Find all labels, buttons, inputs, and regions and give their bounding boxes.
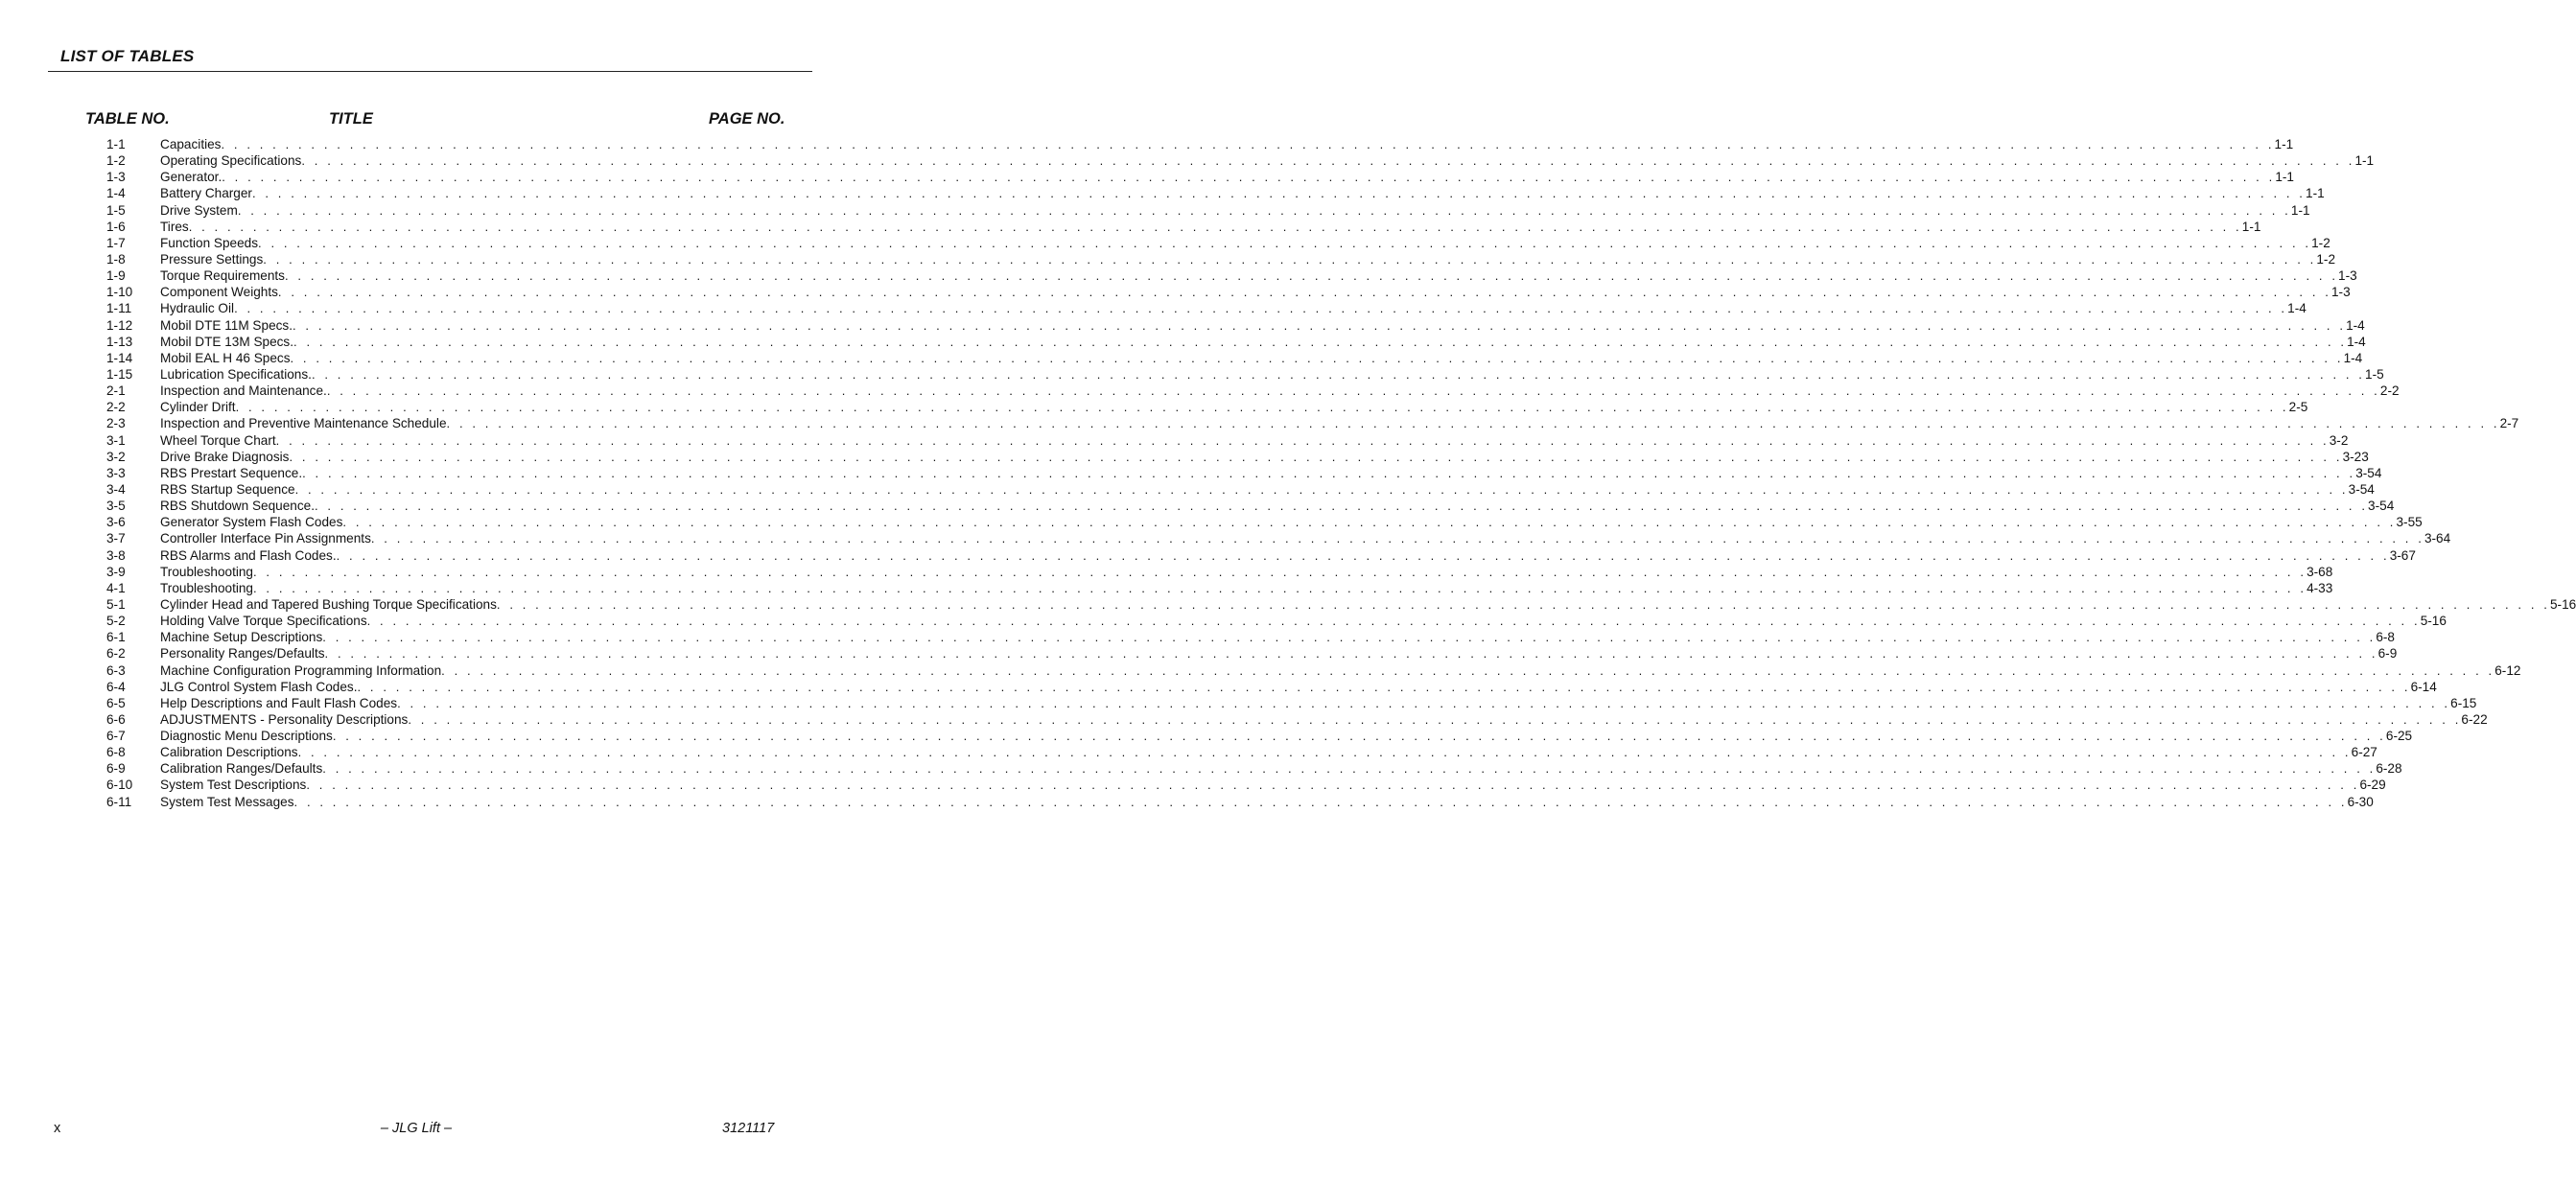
toc-row[interactable] (106, 514, 2423, 530)
toc-dot-leader: . . . . . . . . . . . . . . . . . . . . . . . . . . . . . . . . . . . . . . . . . . . . . . . . . . . . . . . . . . . . . . . . . . . . . . . . . . . . . . . . . . . . . . . . . . . . . . . . . . . . . . . . . . . . . . . . . . . . . . . . . . . . . . . . . . . . . . . . . . . . . . . . . . . . . . . . . . . . . . . . (252, 580, 2307, 595)
toc-entry-body (160, 777, 2386, 793)
column-header-table-no: TABLE NO. (85, 110, 170, 128)
toc-dot-leader: . . . . . . . . . . . . . . . . . . . . . . . . . . . . . . . . . . . . . . . . . . . . . . . . . . . . . . . . . . . . . . . . . . . . . . . . . . . . . . . . . . . . . . . . . . . . . . . . . . . . . . . . . . . . . . . . . . . . . . . . . . . . . . . . . . . . . . . . . . . . . . . . . . . . . . . . . . . . . . . . (408, 711, 2462, 727)
toc-table-number: 1-3 (106, 170, 126, 185)
toc-entry-body (160, 284, 2351, 300)
toc-table-number: 1-8 (106, 251, 126, 267)
toc-page-number: 6-25 (2385, 729, 2413, 744)
toc-row[interactable] (106, 219, 2261, 235)
toc-title: System Test Descriptions (160, 778, 307, 793)
toc-dot-leader: . . . . . . . . . . . . . . . . . . . . . . . . . . . . . . . . . . . . . . . . . . . . . . . . . . . . . . . . . . . . . . . . . . . . . . . . . . . . . . . . . . . . . . . . . . . . . . . . . . . . . . . . . . . . . . . . . . . . . . . . . . . . . . . . . . . . . . . . . . . . . . . . . . . . . . . . . . . . . . . . (221, 137, 2275, 151)
toc-title: Calibration Descriptions (160, 745, 298, 760)
toc-row[interactable] (106, 366, 2384, 383)
toc-page-number: 3-23 (2342, 449, 2369, 464)
toc-page-number: 6-27 (2351, 745, 2377, 760)
toc-dot-leader: . . . . . . . . . . . . . . . . . . . . . . . . . . . . . . . . . . . . . . . . . . . . . . . . . . . . . . . . . . . . . . . . . . . . . . . . . . . . . . . . . . . . . . . . . . . . . . . . . . . . . . . . . . . . . . . . . . . . . . . . . . . . . . . . . . . . . . . . . . . . . . . . . . . . . . . . . . . . . . . . (446, 416, 2500, 431)
toc-entry-body (160, 300, 2307, 316)
toc-dot-leader: . . . . . . . . . . . . . . . . . . . . . . . . . . . . . . . . . . . . . . . . . . . . . . . . . . . . . . . . . . . . . . . . . . . . . . . . . . . . . . . . . . . . . . . . . . . . . . . . . . . . . . . . . . . . . . . . . . . . . . . . . . . . . . . . . . . . . . . . . . . . . . . . . . . . . . . . . . . . . . . . (366, 614, 2421, 629)
toc-entry-body (160, 449, 2369, 465)
toc-table-number: 6-3 (106, 662, 126, 678)
toc-dot-leader: . . . . . . . . . . . . . . . . . . . . . . . . . . . . . . . . . . . . . . . . . . . . . . . . . . . . . . . . . . . . . . . . . . . . . . . . . . . . . . . . . . . . . . . . . . . . . . . . . . . . . . . . . . . . . . . . . . . . . . . . . . . . . . . . . . . . . . . . . . . . . . . . . . . . . . . . . . . . . . . . (441, 662, 2495, 678)
toc-table-number: 3-3 (106, 465, 126, 480)
toc-title: Component Weights (160, 285, 278, 300)
toc-title: Torque Requirements (160, 268, 285, 284)
toc-title: JLG Control System Flash Codes. (160, 679, 358, 694)
toc-title: Pressure Settings (160, 251, 264, 267)
toc-table-number: 6-6 (106, 711, 126, 727)
toc-entry-body (160, 136, 2294, 152)
toc-row[interactable] (106, 449, 2369, 465)
toc-dot-leader: . . . . . . . . . . . . . . . . . . . . . . . . . . . . . . . . . . . . . . . . . . . . . . . . . . . . . . . . . . . . . . . . . . . . . . . . . . . . . . . . . . . . . . . . . . . . . . . . . . . . . . . . . . . . . . . . . . . . . . . . . . . . . . . . . . . . . . . . . . . . . . . . . . . . . . . . . . . . . . . . (234, 301, 2288, 316)
toc-entry-body (160, 350, 2363, 366)
toc-entry-body (160, 152, 2375, 169)
toc-page-number: 6-12 (2494, 662, 2521, 678)
toc-page-number: 1-4 (2287, 301, 2307, 316)
toc-row[interactable] (106, 728, 2413, 744)
header-rule (48, 71, 812, 72)
toc-table-number: 3-2 (106, 449, 126, 464)
toc-title: Inspection and Preventive Maintenance Schedule (160, 416, 447, 431)
toc-dot-leader: . . . . . . . . . . . . . . . . . . . . . . . . . . . . . . . . . . . . . . . . . . . . . . . . . . . . . . . . . . . . . . . . . . . . . . . . . . . . . . . . . . . . . . . . . . . . . . . . . . . . . . . . . . . . . . . . . . . . . . . . . . . . . . . . . . . . . . . . . . . . . . . . . . . . . . . . . . . . . . . . (258, 235, 2312, 250)
toc-page-number: 3-55 (2396, 515, 2423, 530)
toc-page-number: 2-5 (2288, 400, 2308, 415)
toc-table-number: 6-2 (106, 646, 126, 662)
toc-entry-body (160, 728, 2413, 744)
toc-dot-leader: . . . . . . . . . . . . . . . . . . . . . . . . . . . . . . . . . . . . . . . . . . . . . . . . . . . . . . . . . . . . . . . . . . . . . . . . . . . . . . . . . . . . . . . . . . . . . . . . . . . . . . . . . . . . . . . . . . . . . . . . . . . . . . . . . . . . . . . . . . . . . . . . . . . . . . . . . . . . . . . . (293, 334, 2348, 349)
toc-title: Controller Interface Pin Assignments (160, 531, 371, 546)
toc-table-number: 3-1 (106, 432, 126, 448)
toc-table-number: 3-6 (106, 515, 126, 530)
toc-dot-leader: . . . . . . . . . . . . . . . . . . . . . . . . . . . . . . . . . . . . . . . . . . . . . . . . . . . . . . . . . . . . . . . . . . . . . . . . . . . . . . . . . . . . . . . . . . . . . . . . . . . . . . . . . . . . . . . . . . . . . . . . . . . . . . . . . . . . . . . . . . . . . . . . . . . . . . . . . . . . . . . . (314, 499, 2369, 514)
toc-entry-body (160, 185, 2325, 201)
toc-page-number: 2-7 (2499, 416, 2519, 431)
toc-title: Holding Valve Torque Specifications (160, 614, 367, 629)
toc-page-number: 1-2 (2316, 251, 2336, 267)
toc-dot-leader: . . . . . . . . . . . . . . . . . . . . . . . . . . . . . . . . . . . . . . . . . . . . . . . . . . . . . . . . . . . . . . . . . . . . . . . . . . . . . . . . . . . . . . . . . . . . . . . . . . . . . . . . . . . . . . . . . . . . . . . . . . . . . . . . . . . . . . . . . . . . . . . . . . . . . . . . . . . . . . . . (277, 285, 2331, 300)
toc-entry-body (160, 498, 2395, 514)
toc-table-number: 3-7 (106, 531, 126, 546)
toc-row[interactable] (106, 794, 2374, 810)
toc-dot-leader: . . . . . . . . . . . . . . . . . . . . . . . . . . . . . . . . . . . . . . . . . . . . . . . . . . . . . . . . . . . . . . . . . . . . . . . . . . . . . . . . . . . . . . . . . . . . . . . . . . . . . . . . . . . . . . . . . . . . . . . . . . . . . . . . . . . . . . . . . . . . . . . . . . . . . . . . . . . . . . . . (357, 679, 2411, 694)
toc-entry-body (160, 547, 2416, 564)
toc-entry-body (160, 415, 2519, 431)
toc-page-number: 5-16 (2420, 614, 2447, 629)
toc-row[interactable] (106, 383, 2400, 399)
toc-row[interactable] (106, 432, 2349, 449)
toc-table-number: 2-3 (106, 416, 126, 431)
toc-title: Machine Setup Descriptions (160, 630, 323, 645)
toc-table-number: 1-7 (106, 235, 126, 250)
toc-dot-leader: . . . . . . . . . . . . . . . . . . . . . . . . . . . . . . . . . . . . . . . . . . . . . . . . . . . . . . . . . . . . . . . . . . . . . . . . . . . . . . . . . . . . . . . . . . . . . . . . . . . . . . . . . . . . . . . . . . . . . . . . . . . . . . . . . . . . . . . . . . . . . . . . . . . . . . . . . . . . . . . . (275, 432, 2330, 448)
toc-entry-body (160, 481, 2375, 498)
toc-table-number: 1-6 (106, 219, 126, 234)
toc-title: RBS Shutdown Sequence. (160, 499, 315, 514)
toc-row[interactable] (106, 235, 2330, 251)
toc-title: Mobil DTE 13M Specs. (160, 334, 294, 349)
toc-table-number: 4-1 (106, 580, 126, 595)
toc-page-number: 1-4 (2347, 334, 2366, 349)
toc-title: Cylinder Head and Tapered Bushing Torque Specifications (160, 596, 497, 612)
toc-page-number: 6-29 (2359, 778, 2386, 793)
table-of-contents-list (106, 136, 2576, 810)
toc-title: Troubleshooting (160, 564, 253, 579)
toc-table-number: 3-4 (106, 481, 126, 497)
toc-dot-leader: . . . . . . . . . . . . . . . . . . . . . . . . . . . . . . . . . . . . . . . . . . . . . . . . . . . . . . . . . . . . . . . . . . . . . . . . . . . . . . . . . . . . . . . . . . . . . . . . . . . . . . . . . . . . . . . . . . . . . . . . . . . . . . . . . . . . . . . . . . . . . . . . . . . . . . . . . . . . . . . . (332, 729, 2386, 744)
toc-dot-leader: . . . . . . . . . . . . . . . . . . . . . . . . . . . . . . . . . . . . . . . . . . . . . . . . . . . . . . . . . . . . . . . . . . . . . . . . . . . . . . . . . . . . . . . . . . . . . . . . . . . . . . . . . . . . . . . . . . . . . . . . . . . . . . . . . . . . . . . . . . . . . . . . . . . . . . . . . . . . . . . . (324, 646, 2378, 662)
toc-row[interactable] (106, 334, 2366, 350)
toc-table-number: 6-8 (106, 745, 126, 760)
toc-dot-leader: . . . . . . . . . . . . . . . . . . . . . . . . . . . . . . . . . . . . . . . . . . . . . . . . . . . . . . . . . . . . . . . . . . . . . . . . . . . . . . . . . . . . . . . . . . . . . . . . . . . . . . . . . . . . . . . . . . . . . . . . . . . . . . . . . . . . . . . . . . . . . . . . . . . . . . . . . . . . . . . . (237, 202, 2291, 218)
toc-entry-body (160, 219, 2261, 235)
toc-row[interactable] (106, 744, 2377, 760)
toc-title: Drive System (160, 202, 238, 218)
toc-page-number: 1-1 (2354, 153, 2375, 169)
toc-row[interactable] (106, 185, 2325, 201)
toc-row[interactable] (106, 350, 2363, 366)
toc-title: Generator. (160, 170, 222, 185)
toc-dot-leader: . . . . . . . . . . . . . . . . . . . . . . . . . . . . . . . . . . . . . . . . . . . . . . . . . . . . . . . . . . . . . . . . . . . . . . . . . . . . . . . . . . . . . . . . . . . . . . . . . . . . . . . . . . . . . . . . . . . . . . . . . . . . . . . . . . . . . . . . . . . . . . . . . . . . . . . . . . . . . . . . (290, 350, 2344, 365)
toc-page-number: 1-1 (2306, 186, 2325, 201)
toc-table-number: 5-1 (106, 596, 126, 612)
toc-title: Operating Specifications (160, 153, 302, 169)
toc-row[interactable] (106, 777, 2386, 793)
toc-page-number: 2-2 (2379, 383, 2400, 399)
toc-row[interactable] (106, 136, 2294, 152)
toc-dot-leader: . . . . . . . . . . . . . . . . . . . . . . . . . . . . . . . . . . . . . . . . . . . . . . . . . . . . . . . . . . . . . . . . . . . . . . . . . . . . . . . . . . . . . . . . . . . . . . . . . . . . . . . . . . . . . . . . . . . . . . . . . . . . . . . . . . . . . . . . . . . . . . . . . . . . . . . . . . . . . . . . (301, 153, 2355, 169)
toc-page-number: 3-54 (2348, 481, 2375, 497)
toc-title: System Test Messages (160, 794, 294, 809)
toc-page-number: 1-3 (2331, 285, 2351, 300)
footer-center-text: – JLG Lift – (380, 1121, 453, 1136)
toc-title: Help Descriptions and Fault Flash Codes (160, 695, 398, 710)
toc-dot-leader: . . . . . . . . . . . . . . . . . . . . . . . . . . . . . . . . . . . . . . . . . . . . . . . . . . . . . . . . . . . . . . . . . . . . . . . . . . . . . . . . . . . . . . . . . . . . . . . . . . . . . . . . . . . . . . . . . . . . . . . . . . . . . . . . . . . . . . . . . . . . . . . . . . . . . . . . . . . . . . . . (252, 564, 2307, 579)
toc-row[interactable] (106, 629, 2395, 645)
toc-row[interactable] (106, 613, 2447, 629)
toc-table-number: 6-7 (106, 729, 126, 744)
toc-dot-leader: . . . . . . . . . . . . . . . . . . . . . . . . . . . . . . . . . . . . . . . . . . . . . . . . . . . . . . . . . . . . . . . . . . . . . . . . . . . . . . . . . . . . . . . . . . . . . . . . . . . . . . . . . . . . . . . . . . . . . . . . . . . . . . . . . . . . . . . . . . . . . . . . . . . . . . . . . . . . . . . . (284, 268, 2339, 284)
toc-entry-body (160, 514, 2423, 530)
toc-title: Drive Brake Diagnosis (160, 449, 290, 464)
toc-title: RBS Alarms and Flash Codes. (160, 547, 337, 563)
toc-dot-leader: . . . . . . . . . . . . . . . . . . . . . . . . . . . . . . . . . . . . . . . . . . . . . . . . . . . . . . . . . . . . . . . . . . . . . . . . . . . . . . . . . . . . . . . . . . . . . . . . . . . . . . . . . . . . . . . . . . . . . . . . . . . . . . . . . . . . . . . . . . . . . . . . . . . . . . . . . . . . . . . . (188, 219, 2242, 234)
toc-row[interactable] (106, 481, 2375, 498)
toc-page-number: 3-54 (2355, 465, 2382, 480)
toc-title: Mobil EAL H 46 Specs (160, 350, 291, 365)
toc-page-number: 6-14 (2410, 679, 2437, 694)
toc-row[interactable] (106, 530, 2451, 546)
section-title: LIST OF TABLES (60, 47, 195, 65)
toc-table-number: 3-9 (106, 564, 126, 579)
toc-title: Battery Charger (160, 186, 252, 201)
toc-row[interactable] (106, 465, 2382, 481)
toc-page-number: 3-54 (2368, 499, 2395, 514)
toc-page-number: 5-16 (2549, 596, 2576, 612)
toc-table-number: 2-1 (106, 383, 126, 399)
toc-row[interactable] (106, 679, 2437, 695)
toc-entry-body (160, 596, 2576, 613)
toc-entry-body (160, 334, 2366, 350)
toc-row[interactable] (106, 645, 2398, 662)
toc-row[interactable] (106, 169, 2294, 185)
toc-page-number: 6-30 (2347, 794, 2374, 809)
toc-table-number: 1-5 (106, 202, 126, 218)
toc-dot-leader: . . . . . . . . . . . . . . . . . . . . . . . . . . . . . . . . . . . . . . . . . . . . . . . . . . . . . . . . . . . . . . . . . . . . . . . . . . . . . . . . . . . . . . . . . . . . . . . . . . . . . . . . . . . . . . . . . . . . . . . . . . . . . . . . . . . . . . . . . . . . . . . . . . . . . . . . . . . . . . . . (222, 170, 2276, 185)
toc-title: RBS Startup Sequence (160, 481, 295, 497)
toc-title: Capacities (160, 137, 222, 151)
toc-title: Inspection and Maintenance. (160, 383, 327, 399)
toc-row[interactable] (106, 399, 2308, 415)
toc-table-number: 2-2 (106, 400, 126, 415)
toc-dot-leader: . . . . . . . . . . . . . . . . . . . . . . . . . . . . . . . . . . . . . . . . . . . . . . . . . . . . . . . . . . . . . . . . . . . . . . . . . . . . . . . . . . . . . . . . . . . . . . . . . . . . . . . . . . . . . . . . . . . . . . . . . . . . . . . . . . . . . . . . . . . . . . . . . . . . . . . . . . . . . . . . (496, 596, 2550, 612)
toc-row[interactable] (106, 415, 2519, 431)
toc-title: Personality Ranges/Defaults (160, 646, 325, 662)
toc-entry-body (160, 251, 2336, 267)
toc-row[interactable] (106, 498, 2395, 514)
toc-dot-leader: . . . . . . . . . . . . . . . . . . . . . . . . . . . . . . . . . . . . . . . . . . . . . . . . . . . . . . . . . . . . . . . . . . . . . . . . . . . . . . . . . . . . . . . . . . . . . . . . . . . . . . . . . . . . . . . . . . . . . . . . . . . . . . . . . . . . . . . . . . . . . . . . . . . . . . . . . . . . . . . . (397, 695, 2451, 710)
toc-table-number: 3-5 (106, 499, 126, 514)
toc-table-number: 1-2 (106, 153, 126, 169)
toc-page-number: 1-3 (2338, 268, 2357, 284)
toc-title: Cylinder Drift (160, 400, 236, 415)
toc-title: ADJUSTMENTS - Personality Descriptions (160, 711, 409, 727)
toc-title: Calibration Ranges/Defaults (160, 761, 323, 777)
footer-doc-number: 3121117 (722, 1121, 775, 1136)
toc-entry-body (160, 564, 2333, 580)
toc-entry-body (160, 695, 2477, 711)
toc-entry-body (160, 530, 2451, 546)
toc-table-number: 1-11 (106, 301, 132, 316)
toc-dot-leader: . . . . . . . . . . . . . . . . . . . . . . . . . . . . . . . . . . . . . . . . . . . . . . . . . . . . . . . . . . . . . . . . . . . . . . . . . . . . . . . . . . . . . . . . . . . . . . . . . . . . . . . . . . . . . . . . . . . . . . . . . . . . . . . . . . . . . . . . . . . . . . . . . . . . . . . . . . . . . . . . (235, 400, 2289, 415)
toc-page-number: 3-2 (2329, 432, 2349, 448)
toc-row[interactable] (106, 564, 2333, 580)
toc-entry-body (160, 629, 2395, 645)
toc-table-number: 6-10 (106, 778, 133, 793)
toc-table-number: 1-13 (106, 334, 133, 349)
toc-table-number: 5-2 (106, 614, 126, 629)
toc-dot-leader: . . . . . . . . . . . . . . . . . . . . . . . . . . . . . . . . . . . . . . . . . . . . . . . . . . . . . . . . . . . . . . . . . . . . . . . . . . . . . . . . . . . . . . . . . . . . . . . . . . . . . . . . . . . . . . . . . . . . . . . . . . . . . . . . . . . . . . . . . . . . . . . . . . . . . . . . . . . . . . . . (311, 366, 2366, 382)
toc-page-number: 6-8 (2376, 630, 2395, 645)
toc-dot-leader: . . . . . . . . . . . . . . . . . . . . . . . . . . . . . . . . . . . . . . . . . . . . . . . . . . . . . . . . . . . . . . . . . . . . . . . . . . . . . . . . . . . . . . . . . . . . . . . . . . . . . . . . . . . . . . . . . . . . . . . . . . . . . . . . . . . . . . . . . . . . . . . . . . . . . . . . . . . . . . . . (342, 515, 2397, 530)
toc-entry-body (160, 465, 2382, 481)
toc-entry-body (160, 613, 2447, 629)
toc-page-number: 1-1 (2275, 170, 2294, 185)
toc-row[interactable] (106, 580, 2333, 596)
toc-title: Mobil DTE 11M Specs. (160, 317, 293, 333)
toc-title: Hydraulic Oil (160, 301, 235, 316)
toc-title: RBS Prestart Sequence. (160, 465, 303, 480)
toc-table-number: 6-4 (106, 679, 126, 694)
toc-table-number: 6-5 (106, 695, 126, 710)
toc-title: Lubrication Specifications. (160, 366, 312, 382)
toc-entry-body (160, 580, 2333, 596)
toc-row[interactable] (106, 267, 2357, 284)
toc-dot-leader: . . . . . . . . . . . . . . . . . . . . . . . . . . . . . . . . . . . . . . . . . . . . . . . . . . . . . . . . . . . . . . . . . . . . . . . . . . . . . . . . . . . . . . . . . . . . . . . . . . . . . . . . . . . . . . . . . . . . . . . . . . . . . . . . . . . . . . . . . . . . . . . . . . . . . . . . . . . . . . . . (370, 531, 2424, 546)
toc-page-number: 3-67 (2389, 547, 2416, 563)
toc-entry-body (160, 662, 2521, 679)
toc-title: Function Speeds (160, 235, 259, 250)
toc-table-number: 1-4 (106, 186, 126, 201)
toc-page-number: 4-33 (2307, 580, 2333, 595)
toc-table-number: 1-15 (106, 366, 133, 382)
toc-table-number: 1-1 (106, 137, 126, 151)
toc-page-number: 1-5 (2365, 366, 2384, 382)
toc-row[interactable] (106, 547, 2416, 564)
toc-table-number: 1-12 (106, 317, 133, 333)
toc-entry-body (160, 267, 2357, 284)
toc-row[interactable] (106, 695, 2477, 711)
toc-table-number: 6-1 (106, 630, 126, 645)
toc-table-number: 1-10 (106, 285, 133, 300)
toc-title: Diagnostic Menu Descriptions (160, 729, 333, 744)
toc-title: Troubleshooting (160, 580, 253, 595)
toc-row[interactable] (106, 760, 2402, 777)
toc-page-number: 1-4 (2343, 350, 2363, 365)
toc-page-number: 1-1 (2290, 202, 2310, 218)
column-header-title: TITLE (329, 110, 373, 128)
toc-table-number: 1-14 (106, 350, 133, 365)
toc-dot-leader: . . . . . . . . . . . . . . . . . . . . . . . . . . . . . . . . . . . . . . . . . . . . . . . . . . . . . . . . . . . . . . . . . . . . . . . . . . . . . . . . . . . . . . . . . . . . . . . . . . . . . . . . . . . . . . . . . . . . . . . . . . . . . . . . . . . . . . . . . . . . . . . . . . . . . . . . . . . . . . . . (322, 630, 2377, 645)
toc-page-number: 6-28 (2376, 761, 2402, 777)
column-header-page-no: PAGE NO. (709, 110, 785, 128)
toc-page-number: 1-1 (2241, 219, 2261, 234)
toc-title: Tires (160, 219, 189, 234)
toc-dot-leader: . . . . . . . . . . . . . . . . . . . . . . . . . . . . . . . . . . . . . . . . . . . . . . . . . . . . . . . . . . . . . . . . . . . . . . . . . . . . . . . . . . . . . . . . . . . . . . . . . . . . . . . . . . . . . . . . . . . . . . . . . . . . . . . . . . . . . . . . . . . . . . . . . . . . . . . . . . . . . . . . (302, 465, 2356, 480)
toc-entry-body (160, 317, 2365, 334)
toc-entry-body (160, 366, 2384, 383)
toc-page-number: 1-2 (2311, 235, 2330, 250)
toc-row[interactable] (106, 202, 2310, 219)
toc-dot-leader: . . . . . . . . . . . . . . . . . . . . . . . . . . . . . . . . . . . . . . . . . . . . . . . . . . . . . . . . . . . . . . . . . . . . . . . . . . . . . . . . . . . . . . . . . . . . . . . . . . . . . . . . . . . . . . . . . . . . . . . . . . . . . . . . . . . . . . . . . . . . . . . . . . . . . . . . . . . . . . . . (294, 481, 2349, 497)
toc-entry-body (160, 169, 2294, 185)
toc-title: Generator System Flash Codes (160, 515, 343, 530)
toc-page-number: 3-64 (2424, 531, 2451, 546)
toc-entry-body (160, 679, 2437, 695)
toc-dot-leader: . . . . . . . . . . . . . . . . . . . . . . . . . . . . . . . . . . . . . . . . . . . . . . . . . . . . . . . . . . . . . . . . . . . . . . . . . . . . . . . . . . . . . . . . . . . . . . . . . . . . . . . . . . . . . . . . . . . . . . . . . . . . . . . . . . . . . . . . . . . . . . . . . . . . . . . . . . . . . . . . (263, 251, 2317, 267)
toc-entry-body (160, 794, 2374, 810)
toc-dot-leader: . . . . . . . . . . . . . . . . . . . . . . . . . . . . . . . . . . . . . . . . . . . . . . . . . . . . . . . . . . . . . . . . . . . . . . . . . . . . . . . . . . . . . . . . . . . . . . . . . . . . . . . . . . . . . . . . . . . . . . . . . . . . . . . . . . . . . . . . . . . . . . . . . . . . . . . . . . . . . . . . (293, 794, 2348, 809)
toc-page-number: 6-22 (2461, 711, 2488, 727)
toc-dot-leader: . . . . . . . . . . . . . . . . . . . . . . . . . . . . . . . . . . . . . . . . . . . . . . . . . . . . . . . . . . . . . . . . . . . . . . . . . . . . . . . . . . . . . . . . . . . . . . . . . . . . . . . . . . . . . . . . . . . . . . . . . . . . . . . . . . . . . . . . . . . . . . . . . . . . . . . . . . . . . . . . (289, 449, 2343, 464)
toc-dot-leader: . . . . . . . . . . . . . . . . . . . . . . . . . . . . . . . . . . . . . . . . . . . . . . . . . . . . . . . . . . . . . . . . . . . . . . . . . . . . . . . . . . . . . . . . . . . . . . . . . . . . . . . . . . . . . . . . . . . . . . . . . . . . . . . . . . . . . . . . . . . . . . . . . . . . . . . . . . . . . . . . (336, 547, 2390, 563)
toc-entry-body (160, 711, 2488, 728)
toc-entry-body (160, 202, 2310, 219)
toc-page-number: 1-1 (2274, 137, 2294, 151)
toc-entry-body (160, 744, 2377, 760)
toc-dot-leader: . . . . . . . . . . . . . . . . . . . . . . . . . . . . . . . . . . . . . . . . . . . . . . . . . . . . . . . . . . . . . . . . . . . . . . . . . . . . . . . . . . . . . . . . . . . . . . . . . . . . . . . . . . . . . . . . . . . . . . . . . . . . . . . . . . . . . . . . . . . . . . . . . . . . . . . . . . . . . . . . (306, 778, 2360, 793)
toc-dot-leader: . . . . . . . . . . . . . . . . . . . . . . . . . . . . . . . . . . . . . . . . . . . . . . . . . . . . . . . . . . . . . . . . . . . . . . . . . . . . . . . . . . . . . . . . . . . . . . . . . . . . . . . . . . . . . . . . . . . . . . . . . . . . . . . . . . . . . . . . . . . . . . . . . . . . . . . . . . . . . . . . (293, 317, 2347, 333)
footer-page-marker: x (54, 1121, 61, 1136)
toc-page-number: 3-68 (2307, 564, 2333, 579)
toc-row[interactable] (106, 284, 2351, 300)
toc-row[interactable] (106, 152, 2375, 169)
toc-page-number: 6-9 (2377, 646, 2398, 662)
toc-dot-leader: . . . . . . . . . . . . . . . . . . . . . . . . . . . . . . . . . . . . . . . . . . . . . . . . . . . . . . . . . . . . . . . . . . . . . . . . . . . . . . . . . . . . . . . . . . . . . . . . . . . . . . . . . . . . . . . . . . . . . . . . . . . . . . . . . . . . . . . . . . . . . . . . . . . . . . . . . . . . . . . . (326, 383, 2380, 399)
toc-row[interactable] (106, 300, 2307, 316)
toc-table-number: 1-9 (106, 268, 126, 284)
toc-entry-body (160, 432, 2349, 449)
toc-title: Wheel Torque Chart (160, 432, 276, 448)
toc-row[interactable] (106, 317, 2365, 334)
toc-table-number: 6-11 (106, 794, 132, 809)
toc-row[interactable] (106, 711, 2488, 728)
toc-entry-body (160, 235, 2330, 251)
toc-table-number: 6-9 (106, 761, 126, 777)
toc-row[interactable] (106, 662, 2521, 679)
toc-entry-body (160, 383, 2400, 399)
toc-row[interactable] (106, 596, 2576, 613)
toc-dot-leader: . . . . . . . . . . . . . . . . . . . . . . . . . . . . . . . . . . . . . . . . . . . . . . . . . . . . . . . . . . . . . . . . . . . . . . . . . . . . . . . . . . . . . . . . . . . . . . . . . . . . . . . . . . . . . . . . . . . . . . . . . . . . . . . . . . . . . . . . . . . . . . . . . . . . . . . . . . . . . . . . (297, 745, 2352, 760)
toc-dot-leader: . . . . . . . . . . . . . . . . . . . . . . . . . . . . . . . . . . . . . . . . . . . . . . . . . . . . . . . . . . . . . . . . . . . . . . . . . . . . . . . . . . . . . . . . . . . . . . . . . . . . . . . . . . . . . . . . . . . . . . . . . . . . . . . . . . . . . . . . . . . . . . . . . . . . . . . . . . . . . . . . (322, 761, 2377, 777)
toc-page-number: 1-4 (2346, 317, 2365, 333)
toc-entry-body (160, 399, 2308, 415)
toc-title: Machine Configuration Programming Information (160, 662, 442, 678)
toc-row[interactable] (106, 251, 2336, 267)
toc-page-number: 6-15 (2450, 695, 2477, 710)
toc-dot-leader: . . . . . . . . . . . . . . . . . . . . . . . . . . . . . . . . . . . . . . . . . . . . . . . . . . . . . . . . . . . . . . . . . . . . . . . . . . . . . . . . . . . . . . . . . . . . . . . . . . . . . . . . . . . . . . . . . . . . . . . . . . . . . . . . . . . . . . . . . . . . . . . . . . . . . . . . . . . . . . . . (251, 186, 2307, 201)
toc-entry-body (160, 760, 2402, 777)
toc-table-number: 3-8 (106, 547, 126, 563)
toc-entry-body (160, 645, 2398, 662)
